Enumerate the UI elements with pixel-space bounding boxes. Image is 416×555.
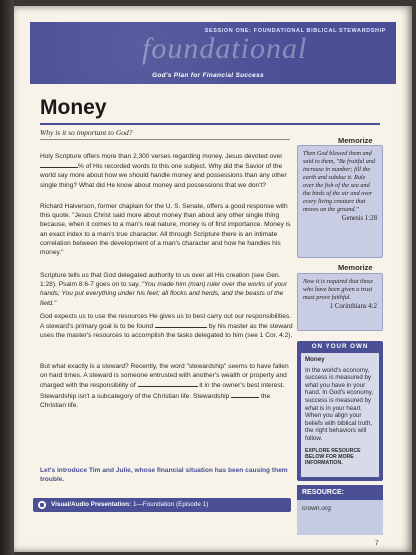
on-your-own-box <box>297 341 383 481</box>
session-label: SESSION ONE: FOUNDATIONAL BIBLICAL STEWARDSHIP <box>204 28 386 34</box>
resource-link[interactable]: crown.org <box>302 505 331 512</box>
memorize-verse-1: Then God blessed them and said to them, "Be fruitful and increase in number; fill the earth and subdue it. Rule over the fish of the sea and the birds of the air and over every living creature that moves on the ground." <box>303 150 376 213</box>
on-your-own-body: In the world's economy, success is measured by what you have in your hand. In God's economy, success is measured by what is in your heart. When you align your beliefs with biblical truth, the right behaviors will follow. <box>305 366 374 442</box>
paragraph-4 <box>40 312 296 341</box>
book-spine <box>0 0 14 555</box>
media-icon <box>38 501 46 509</box>
on-your-own-title: Money <box>305 356 325 363</box>
memorize-heading-1: Memorize <box>338 136 373 145</box>
on-your-own-heading: ON YOUR OWN <box>311 343 369 350</box>
question-underline <box>40 139 290 140</box>
paragraph-2: Richard Halverson, former chaplain for the U. S. Senate, offers a good response with this quote. "Jesus Christ said more about money than about any other single thing because, when it comes to a man's real nature, money is of first importance. Money is an exact index to a man's true character. All through Scripture there is an intimate correlation between the development of a man's character and how he handles his money." <box>40 203 291 257</box>
banner-title: foundational <box>142 32 308 65</box>
memorize-verse-2: Now it is required that those who have been given a trust must prove faithful. <box>303 278 374 301</box>
paragraph-1-text-a: Holy Scripture offers more than 2,300 verses regarding money. Jesus devoted over <box>40 153 283 160</box>
paragraph-5-text-c: Stewardship isn't a subcategory of the Christian life. Stewardship <box>40 392 232 400</box>
paragraph-3-text: Scripture tells us that God delegated authority to us over all His creation (see Gen. 1:28). Psalm 8:6-7 goes on to say, <box>40 272 281 289</box>
paragraph-4-text-b: by his master as the steward uses the master's resources to accomplish the tasks delegated to him (see 1 Cor. 4:2). <box>40 323 293 340</box>
fill-in-blank-1[interactable] <box>40 161 78 168</box>
page-title: Money <box>40 96 107 119</box>
presentation-bar[interactable] <box>33 498 291 512</box>
memorize-box-2 <box>297 273 383 331</box>
banner-subtitle: God's Plan for Financial Success <box>152 72 264 79</box>
on-your-own-content <box>301 353 379 477</box>
paragraph-3 <box>40 271 296 308</box>
paragraph-1 <box>40 152 296 190</box>
memorize-heading-2: Memorize <box>338 263 373 272</box>
paragraph-5-text-b: it in the owner's best interest. <box>197 382 285 390</box>
paragraph-1-text-b: % of His recorded words to this one subject. Why did the Savior of the world say more about how we should handle money and possessions than any other single thing? What did He know about money and possessions that we don't? <box>40 163 287 189</box>
section-question: Why is it so important to God? <box>40 128 133 137</box>
psalm-quote: "You made him (man) ruler over the works of your hands; You put everything under his feet; all flocks and herds, and the beasts of the field." <box>40 281 288 307</box>
memorize-ref-1: Genesis 1:28 <box>341 215 377 222</box>
on-your-own-footer: EXPLORE RESOURCE BELOW FOR MORE INFORMATION. <box>305 447 361 467</box>
session-banner <box>30 22 396 84</box>
memorize-ref-2: 1 Corinthians 4:2 <box>329 303 377 310</box>
paragraph-5-text-a: But what exactly is a steward? Recently, the word "stewardship" seems to have fallen on hard times. A steward is someone entrusted with another's wealth or property and charged with the responsibility of <box>40 363 289 390</box>
presentation-value: 1—Foundation (Episode 1) <box>133 501 209 508</box>
fill-in-blank-2[interactable] <box>155 321 207 328</box>
memorize-box-1 <box>297 145 383 258</box>
intro-note: Let's introduce Tim and Julie, whose financial situation has been causing them trouble. <box>40 467 288 484</box>
section-title-wrap <box>40 96 290 120</box>
resource-box <box>297 485 383 535</box>
page-number: 7 <box>375 540 379 547</box>
presentation-label: Visual/Audio Presentation: <box>51 501 132 508</box>
title-divider <box>40 123 380 125</box>
paragraph-5-text-d: the Christian life. <box>40 392 271 409</box>
paragraph-4-text-a: God expects us to use the resources He gives us to best carry out our responsibilities. A steward's primary goal is to be found <box>40 313 292 331</box>
fill-in-blank-4[interactable] <box>231 391 259 398</box>
resource-heading: RESOURCE: <box>297 485 383 500</box>
fill-in-blank-3[interactable] <box>138 380 198 387</box>
paragraph-5 <box>40 362 296 410</box>
